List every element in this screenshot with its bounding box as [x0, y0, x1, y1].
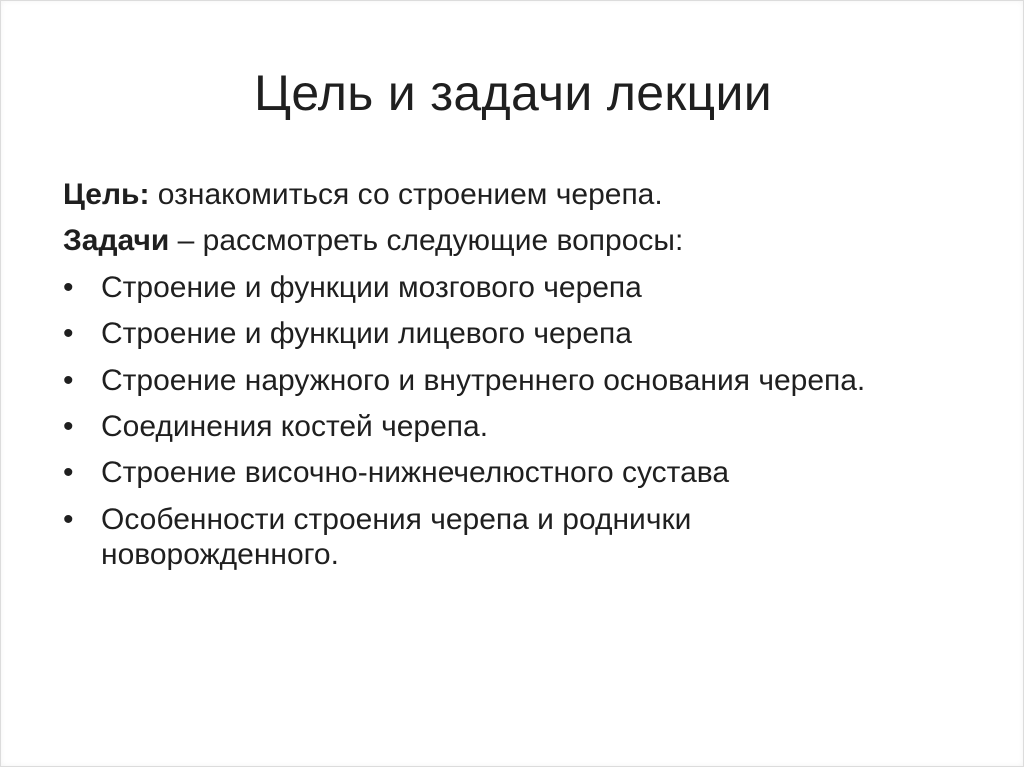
task-item: [63, 409, 921, 444]
bullet-icon: •: [63, 317, 74, 351]
bullet-icon: •: [63, 270, 74, 304]
task-item: [63, 455, 921, 490]
slide-title: Цель и задачи лекции: [254, 65, 772, 121]
task-item-text: Строение наружного и внутреннего основания черепа.: [101, 363, 866, 397]
task-item-text: Соединения костей черепа.: [101, 409, 489, 443]
task-item: [63, 363, 921, 398]
goal-text: ознакомиться со строением черепа.: [149, 178, 663, 211]
task-item: [63, 316, 921, 351]
task-list: [63, 270, 943, 573]
tasks-text: – рассмотреть следующие вопросы:: [169, 224, 684, 258]
task-item: [63, 502, 921, 573]
task-item-text: Строение и функции лицевого черепа: [101, 317, 632, 351]
tasks-line: [63, 223, 943, 258]
bullet-icon: •: [63, 456, 74, 490]
bullet-icon: •: [63, 409, 74, 443]
bullet-icon: •: [63, 502, 74, 536]
bullet-icon: •: [63, 363, 74, 397]
goal-label: Цель:: [63, 178, 150, 211]
task-item-text: Особенности строения черепа и роднички новорожденного.: [101, 502, 692, 572]
task-item-text: Строение и функции мозгового черепа: [101, 270, 642, 304]
goal-line: [63, 177, 943, 212]
tasks-label: Задачи: [63, 224, 170, 258]
task-item: [63, 270, 921, 305]
task-item-text: Строение височно-нижнечелюстного сустава: [101, 456, 730, 490]
slide-content: [63, 177, 943, 584]
